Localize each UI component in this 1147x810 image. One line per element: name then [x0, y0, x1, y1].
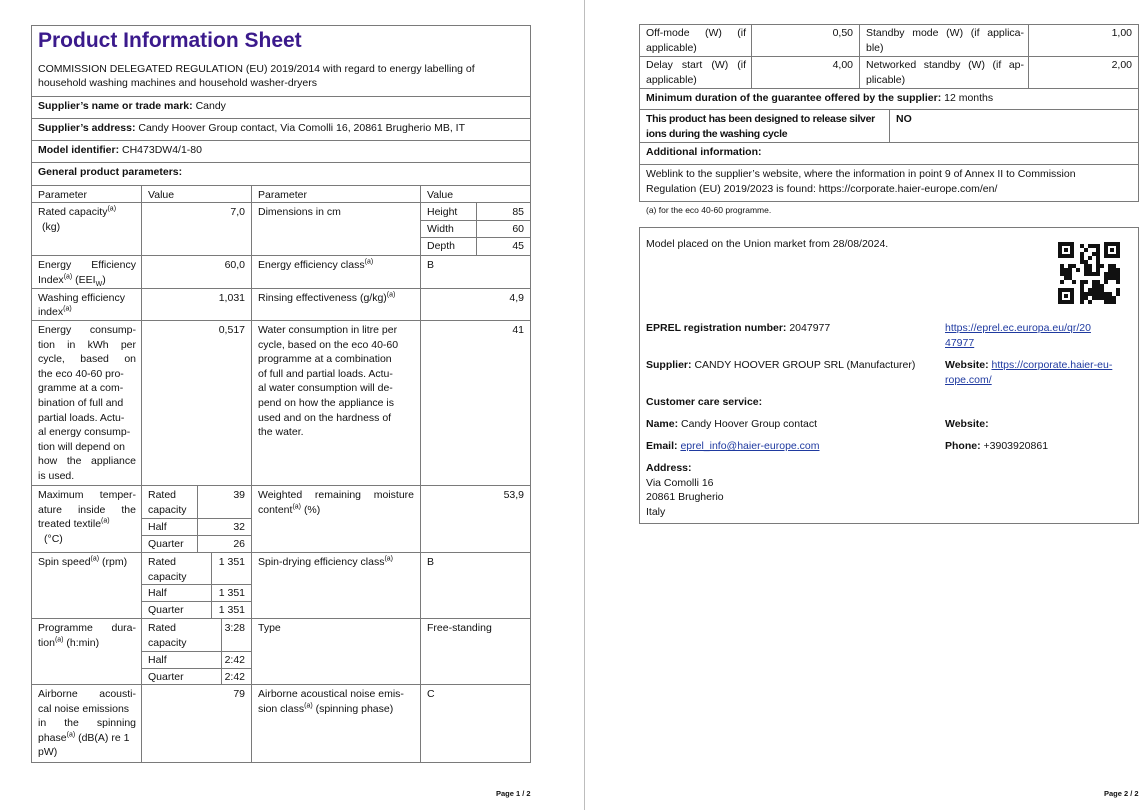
- noise-label-text: phase: [38, 731, 67, 744]
- max-temp-quarter-label: Quarter: [148, 538, 184, 550]
- networked-label-line: plicable): [866, 73, 906, 86]
- qr-module: [1084, 280, 1088, 284]
- capacity-unit: (kg): [42, 221, 61, 233]
- duration-label-text: tion: [38, 636, 55, 649]
- energy-cons-line: tion will depend on: [38, 440, 125, 453]
- spin-unit: (rpm): [102, 556, 128, 568]
- duration-half-label: Half: [148, 654, 167, 666]
- noise-class-label-line: [258, 702, 414, 717]
- eei-label-1: Energy Efficiency: [38, 259, 136, 271]
- qr-module: [1076, 268, 1080, 272]
- energy-cons-line: how the appliance: [38, 455, 136, 468]
- duration-label-line: [38, 636, 136, 651]
- rated-label: Rated: [148, 622, 177, 634]
- offmode-label-line: Off-mode (W) (if: [646, 27, 746, 39]
- delay-label: [646, 58, 746, 87]
- supplier-row: [38, 99, 226, 114]
- guarantee-row: [646, 91, 993, 106]
- ee-class-label-text: Energy efficiency class: [258, 259, 365, 271]
- supplier-label-2: Supplier:: [646, 359, 692, 371]
- website-row: [945, 358, 1112, 387]
- spin-quarter-value: 1 351: [218, 604, 245, 616]
- depth-label: Depth: [427, 240, 456, 252]
- energy-cons-value: 0,517: [218, 324, 245, 336]
- capacity-label: [38, 205, 116, 220]
- spin-class-label-text: Spin-drying efficiency class: [258, 556, 385, 568]
- page-title: Product Information Sheet: [38, 29, 302, 52]
- qr-module: [1100, 264, 1104, 268]
- care-phone-row: [945, 439, 1048, 454]
- qr-module: [1116, 280, 1120, 284]
- capacity-label-text: Rated capacity: [38, 206, 108, 218]
- footnote-mark: (a): [63, 273, 73, 281]
- noise-label-line: Airborne acousti-: [38, 688, 136, 700]
- footnote-mark: (a): [384, 555, 394, 563]
- max-temp-rated: [148, 488, 187, 517]
- website-label: Website:: [945, 359, 989, 371]
- capacity-value: 7,0: [230, 206, 245, 218]
- washing-label-1: Washing efficiency: [38, 292, 125, 304]
- eprel-value: 2047977: [789, 322, 831, 334]
- noise-class-label-text: sion class: [258, 702, 305, 715]
- standby-label: [866, 26, 1024, 55]
- width-value: 60: [512, 223, 524, 235]
- ee-class-label: [258, 258, 373, 273]
- spin-half-label: Half: [148, 587, 167, 599]
- standby-label-line: ble): [866, 41, 884, 54]
- water-cons-line: the water.: [258, 426, 304, 439]
- qr-module: [1112, 300, 1116, 304]
- model-value: CH473DW4/1-80: [122, 144, 202, 156]
- washing-label-2: [38, 305, 72, 320]
- eei-label-2-text: Index: [38, 274, 64, 286]
- footnote-mark: (a): [90, 555, 100, 563]
- washing-label-2-text: index: [38, 306, 64, 318]
- qr-module: [1104, 280, 1108, 284]
- eei-subscript: W: [95, 281, 103, 289]
- duration-quarter-value: 2:42: [224, 671, 245, 683]
- spin-half-value: 1 351: [218, 587, 245, 599]
- max-temp-line-text: treated textile: [38, 518, 102, 531]
- networked-label: [866, 58, 1024, 87]
- moisture-label: [258, 488, 414, 517]
- qr-module: [1088, 256, 1092, 260]
- supplier-value-2: CANDY HOOVER GROUP SRL (Manufacturer): [694, 359, 916, 371]
- care-address-line: Italy: [646, 505, 666, 518]
- energy-cons-line: tion in kWh per: [38, 338, 136, 351]
- eprel-link[interactable]: [945, 321, 1091, 350]
- dimensions-label: Dimensions in cm: [258, 206, 341, 218]
- footnote-mark: (a): [386, 291, 396, 299]
- duration-label-line: Programme dura-: [38, 622, 136, 634]
- model-row: [38, 143, 202, 158]
- water-cons-value: 41: [512, 324, 524, 336]
- placed-on-market: Model placed on the Union market from 28/08/2024.: [646, 238, 889, 250]
- capacity-label: capacity: [148, 503, 187, 516]
- delay-label-line: Delay start (W) (if: [646, 59, 746, 71]
- spin-label: [38, 555, 127, 570]
- address-value: Candy Hoover Group contact, Via Comolli 16, 20861 Brugherio MB, IT: [138, 122, 466, 134]
- energy-cons-label: [38, 323, 136, 484]
- water-cons-line: cycle, based on the eco 40-60: [258, 338, 399, 351]
- offmode-value: 0,50: [832, 27, 853, 39]
- care-email-link[interactable]: eprel_info@haier-europe.com: [680, 440, 820, 452]
- energy-cons-line: gramme at a com-: [38, 382, 124, 395]
- energy-cons-line: cycle, based on: [38, 353, 136, 366]
- networked-value: 2,00: [1111, 59, 1132, 71]
- standby-label-line: Standby mode (W) (if applica-: [866, 27, 1024, 39]
- delay-value: 4,00: [832, 59, 853, 71]
- capacity-label: capacity: [148, 570, 187, 583]
- water-cons-line: programme at a combination: [258, 353, 392, 366]
- care-website-label: Website:: [945, 418, 989, 430]
- silver-label-line: ions during the washing cycle: [646, 127, 788, 140]
- footnote-mark: (a): [54, 636, 64, 644]
- qr-code-icon: [1058, 242, 1120, 304]
- website-link-line-2[interactable]: rope.com/: [945, 373, 992, 386]
- page-divider: [584, 0, 585, 810]
- networked-label-line: Networked standby (W) (if ap-: [866, 59, 1024, 71]
- eprel-row: [646, 321, 830, 336]
- water-cons-line: of full and partial loads. Actu-: [258, 367, 393, 380]
- spin-label-text: Spin speed: [38, 556, 91, 568]
- noise-label: [38, 687, 136, 760]
- moisture-unit: (%): [303, 503, 321, 516]
- silver-label: [646, 112, 875, 141]
- max-temp-line: (°C): [44, 532, 63, 545]
- website-link[interactable]: https://corporate.haier-eu-: [991, 359, 1113, 371]
- care-email-label: Email:: [646, 440, 678, 452]
- energy-cons-line: bination of full and: [38, 396, 124, 409]
- spin-quarter-label: Quarter: [148, 604, 184, 616]
- header-value: Value: [148, 189, 175, 201]
- weblink-line: Weblink to the supplier’s website, where the information in point 9 of Annex II to Commission: [646, 168, 1076, 180]
- depth-value: 45: [512, 240, 524, 252]
- care-address-label: Address:: [646, 462, 692, 474]
- washing-value: 1,031: [218, 292, 245, 304]
- rinsing-value: 4,9: [509, 292, 524, 304]
- care-name-label: Name:: [646, 418, 679, 430]
- footnote-mark: (a): [107, 205, 117, 213]
- max-temp-label: [38, 488, 136, 546]
- noise-class-phase: (spinning phase): [315, 702, 394, 715]
- regulation-line-1: COMMISSION DELEGATED REGULATION (EU) 2019/2014 with regard to energy labelling of: [38, 63, 475, 75]
- max-temp-line: Maximum temper-: [38, 489, 136, 501]
- rinsing-label-text: Rinsing effectiveness (g/kg): [258, 292, 387, 304]
- guarantee-label: Minimum duration of the guarantee offered by the supplier:: [646, 92, 942, 104]
- max-temp-line: ature inside the: [38, 503, 136, 516]
- eprel-link-line[interactable]: https://eprel.ec.europa.eu/qr/20: [945, 322, 1091, 334]
- noise-value: 79: [233, 688, 245, 700]
- duration-label: [38, 621, 136, 650]
- noise-class-value: C: [427, 688, 435, 700]
- eei-label-3-text: (EEI: [75, 274, 96, 286]
- weblink-text: [646, 167, 1076, 196]
- height-value: 85: [512, 206, 524, 218]
- noise-label-line: pW): [38, 746, 58, 759]
- energy-cons-line: the eco 40-60 pro-: [38, 367, 124, 380]
- standby-value: 1,00: [1111, 27, 1132, 39]
- footnote-mark: (a): [66, 731, 76, 739]
- care-email-row: [646, 439, 820, 454]
- qr-module: [1096, 272, 1100, 276]
- noise-unit: (dB(A) re 1: [78, 731, 130, 744]
- moisture-label-line: [258, 503, 414, 518]
- silver-value: NO: [896, 113, 912, 125]
- noise-label-line: [38, 731, 136, 746]
- additional-info-label: Additional information:: [646, 146, 762, 158]
- energy-cons-line: Energy consump-: [38, 324, 136, 336]
- general-params-label: General product parameters:: [38, 166, 183, 178]
- qr-module: [1116, 292, 1120, 296]
- model-label: Model identifier:: [38, 144, 120, 156]
- energy-cons-line: partial loads. Actu-: [38, 411, 125, 424]
- spin-class-value: B: [427, 556, 435, 568]
- care-name-row: [646, 417, 817, 432]
- care-address-line: 20861 Brugherio: [646, 491, 724, 504]
- footnote-mark: (a): [304, 702, 313, 710]
- offmode-label-line: applicable): [646, 41, 697, 54]
- max-temp-quarter-value: 26: [233, 538, 245, 550]
- rinsing-label: [258, 291, 395, 306]
- max-temp-half-value: 32: [233, 521, 245, 533]
- care-address: [646, 461, 724, 519]
- width-label: Width: [427, 223, 454, 235]
- customer-care-label: Customer care service:: [646, 396, 763, 408]
- weblink-line: Regulation (EU) 2019/2023 is found: https://corporate.haier-europe.com/en/: [646, 182, 998, 195]
- guarantee-value: 12 months: [944, 92, 994, 104]
- footnote-mark: (a): [63, 305, 72, 313]
- noise-class-label: [258, 687, 414, 716]
- duration-half-value: 2:42: [224, 654, 245, 666]
- spin-rated: [148, 555, 187, 584]
- qr-module: [1080, 300, 1084, 304]
- care-name-value: Candy Hoover Group contact: [681, 418, 818, 430]
- footnote: (a) for the eco 40-60 programme.: [646, 205, 772, 215]
- ee-class-value: B: [427, 259, 435, 271]
- noise-class-label-line: Airborne acoustical noise emis-: [258, 688, 404, 700]
- care-address-line: Via Comolli 16: [646, 476, 714, 489]
- address-label: Supplier’s address:: [38, 122, 136, 134]
- header-parameter-2: Parameter: [258, 189, 308, 201]
- water-cons-label: [258, 323, 416, 440]
- duration-quarter-label: Quarter: [148, 671, 184, 683]
- max-temp-rated-value: 39: [233, 489, 245, 501]
- offmode-label: [646, 26, 746, 55]
- water-cons-line: pend on how the appliance is: [258, 396, 395, 409]
- duration-rated: [148, 621, 187, 650]
- silver-label-line: This product has been designed to release silver: [646, 113, 875, 125]
- type-label: Type: [258, 622, 281, 634]
- eei-value: 60,0: [224, 259, 245, 271]
- header-parameter: Parameter: [38, 189, 88, 201]
- rated-label: Rated: [148, 489, 177, 501]
- eprel-link-line[interactable]: 47977: [945, 336, 975, 349]
- regulation-line-2: household washing machines and household washer-dryers: [38, 77, 318, 89]
- max-temp-half-label: Half: [148, 521, 167, 533]
- type-value: Free-standing: [427, 622, 492, 634]
- eprel-label: EPREL registration number:: [646, 322, 787, 334]
- duration-unit: (h:min): [66, 636, 100, 649]
- care-phone-label: Phone:: [945, 440, 981, 452]
- address-row: [38, 121, 465, 136]
- spin-rated-value: 1 351: [218, 556, 245, 568]
- noise-label-line: cal noise emissions: [38, 702, 130, 715]
- footnote-mark: (a): [292, 503, 302, 511]
- qr-module: [1088, 300, 1092, 304]
- moisture-label-line: Weighted remaining moisture: [258, 489, 414, 501]
- eei-label-2: [38, 273, 106, 288]
- energy-cons-line: is used.: [38, 469, 75, 482]
- qr-module: [1060, 280, 1064, 284]
- spin-class-label: [258, 555, 393, 570]
- water-cons-line: al water consumption will de-: [258, 382, 393, 395]
- capacity-label: capacity: [148, 636, 187, 649]
- page-1-footer: Page 1 / 2: [496, 789, 531, 798]
- eei-label-4-text: ): [102, 274, 106, 286]
- qr-finder-pattern: [1058, 242, 1074, 258]
- delay-label-line: applicable): [646, 73, 697, 86]
- supplier-value: Candy: [195, 100, 226, 112]
- rated-label: Rated: [148, 556, 177, 568]
- header-value-2: Value: [427, 189, 454, 201]
- moisture-label-text: content: [258, 503, 293, 516]
- qr-module: [1084, 248, 1088, 252]
- footnote-mark: (a): [364, 258, 374, 266]
- footnote-mark: (a): [101, 517, 110, 525]
- moisture-value: 53,9: [503, 489, 524, 501]
- qr-module: [1072, 280, 1076, 284]
- duration-rated-value: 3:28: [224, 622, 245, 634]
- qr-finder-pattern: [1104, 242, 1120, 258]
- qr-finder-pattern: [1058, 288, 1074, 304]
- water-cons-line: Water consumption in litre per: [258, 324, 398, 336]
- care-phone-value: +3903920861: [983, 440, 1049, 452]
- energy-cons-line: al energy consump-: [38, 426, 131, 439]
- supplier-row-2: [646, 358, 915, 373]
- height-label: Height: [427, 206, 458, 218]
- noise-label-line: in the spinning: [38, 717, 136, 730]
- supplier-label: Supplier’s name or trade mark:: [38, 100, 193, 112]
- page-2-footer: Page 2 / 2: [1104, 789, 1139, 798]
- water-cons-line: used and on the hardness of: [258, 411, 392, 424]
- max-temp-line: [38, 517, 136, 532]
